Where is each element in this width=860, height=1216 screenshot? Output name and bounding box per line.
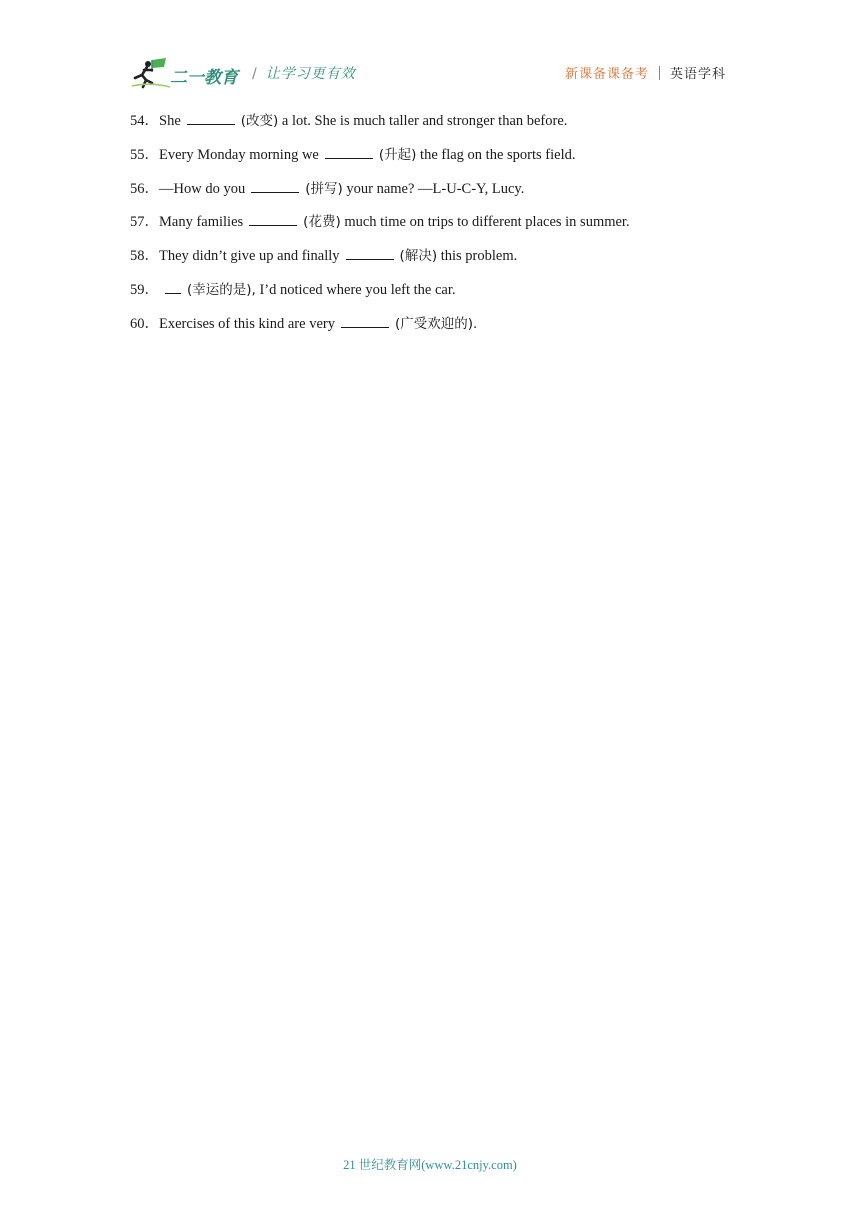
runner-logo-icon xyxy=(130,56,242,90)
logo-text: 二一教育 xyxy=(170,68,238,88)
question-text-before: They didn’t give up and finally xyxy=(159,248,340,265)
chinese-hint: (广受欢迎的). xyxy=(394,315,478,332)
page-header xyxy=(130,54,726,92)
question-text-before: Many families xyxy=(159,214,244,231)
question-number: 59． xyxy=(130,281,159,298)
question-text-before: Every Monday morning we xyxy=(159,146,319,163)
question-item xyxy=(130,178,730,212)
question-text-before: She xyxy=(159,113,181,129)
slogan-text: 让学习更有效 xyxy=(265,66,356,82)
question-text-after: the flag on the sports field. xyxy=(420,146,576,163)
question-item xyxy=(130,245,730,279)
course-label: 新课备课备考 xyxy=(564,67,649,82)
question-list xyxy=(130,110,730,347)
subject-name: 英语学科 xyxy=(669,67,726,82)
question-text-after: your name? —L-U-C-Y, Lucy. xyxy=(346,180,525,197)
question-number: 57． xyxy=(130,214,159,231)
chinese-hint: (升起) xyxy=(378,146,417,163)
question-text-after: much time on trips to different places in summer. xyxy=(344,214,630,231)
answer-blank[interactable] xyxy=(325,144,373,159)
question-number: 54． xyxy=(130,113,159,129)
answer-blank[interactable] xyxy=(341,313,389,328)
question-text-after: this problem. xyxy=(440,248,518,265)
slogan xyxy=(252,63,356,83)
question-item xyxy=(130,110,730,144)
answer-blank[interactable] xyxy=(346,245,394,260)
slogan-divider: / xyxy=(252,66,258,82)
footer-source: 21 世纪教育网(www.21cnjy.com) xyxy=(343,1158,517,1172)
answer-blank[interactable] xyxy=(165,279,181,294)
question-number: 56． xyxy=(130,180,159,197)
question-item xyxy=(130,313,730,347)
answer-blank[interactable] xyxy=(187,110,235,125)
chinese-hint: (花费) xyxy=(303,214,341,231)
chinese-hint: (幸运的是), xyxy=(187,281,256,298)
question-text-before: Exercises of this kind are very xyxy=(159,315,335,332)
answer-blank[interactable] xyxy=(251,178,299,193)
chinese-hint: (改变) xyxy=(240,113,279,129)
question-number: 60． xyxy=(130,315,159,332)
question-item xyxy=(130,211,730,245)
question-item xyxy=(130,144,730,178)
subject-label xyxy=(565,63,726,82)
chinese-hint: (拼写) xyxy=(305,180,343,197)
answer-blank[interactable] xyxy=(249,211,297,226)
question-text-after: a lot. She is much taller and stronger than before. xyxy=(281,113,568,129)
question-number: 55． xyxy=(130,146,159,163)
question-item xyxy=(130,279,730,313)
chinese-hint: (解决) xyxy=(399,248,438,265)
header-divider xyxy=(659,66,660,80)
question-text-before: —How do you xyxy=(159,180,246,197)
question-text-after: I’d noticed where you left the car. xyxy=(259,281,456,298)
question-number: 58． xyxy=(130,248,159,265)
